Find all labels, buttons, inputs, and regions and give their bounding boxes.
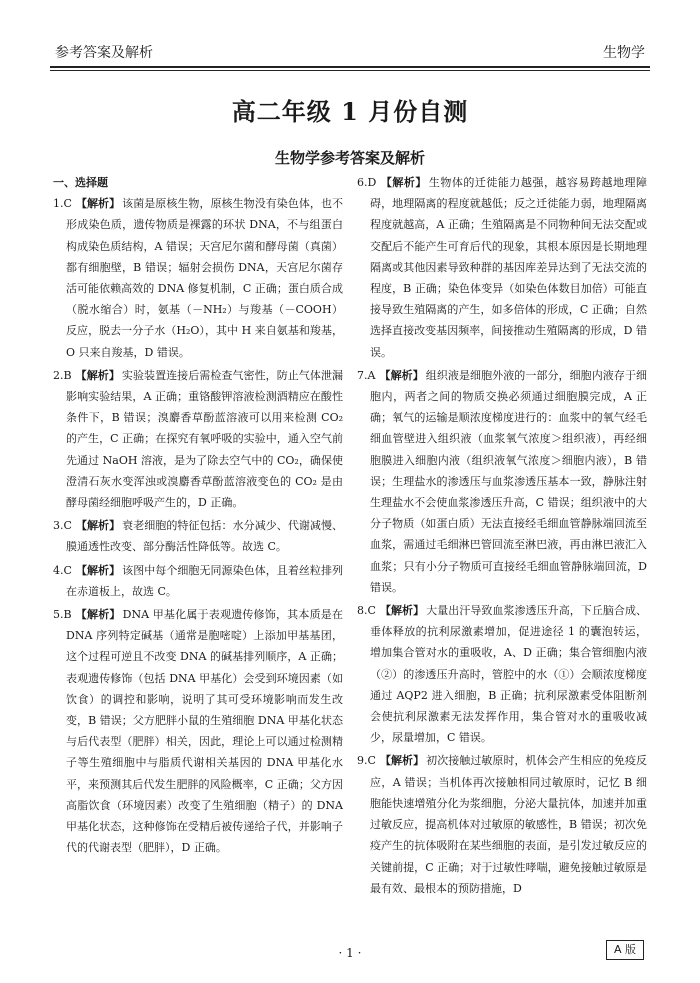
question-2 — [53, 365, 343, 513]
question-explanation: 该图中每个细胞无同源染色体，且着丝粒排列在赤道板上，故选 C。 — [66, 563, 344, 598]
question-7 — [357, 365, 647, 598]
right-column — [357, 172, 647, 901]
question-9 — [357, 750, 647, 898]
question-explanation: 初次接触过敏原时，机体会产生相应的免疫反应，A 错误；当机体再次接触相同过敏原时，记忆 B 细胞能快速增殖分化为浆细胞，分泌大量抗体，加速并加重过敏反应，提高机体对过敏原的敏感性，B 错误；初次免疫产生的抗体吸附在某些细胞的表面，是引发过敏反应的关键前提，C 正确；对于过敏性哮喘，避免接触过敏原是最有效、最根本的预防措施，D — [370, 754, 648, 895]
question-number: 1. — [53, 197, 64, 211]
page-number: · 1 · — [338, 946, 362, 960]
answer-letter: B — [63, 608, 72, 622]
question-explanation: 该菌是原核生物，原核生物没有染色体，也不形成染色质，遗传物质是裸露的环状 DNA，不与组蛋白构成染色质结构，A 错误；天宫尼尔菌和酵母菌（真菌）都有细胞壁，B 错误；辐射会损伤 DNA，天宫尼尔菌存活可能依赖高效的 DNA 修复机制，C 正确；蛋白质合成（脱水缩合）时，氨基（－NH₂）与羧基（－COOH）反应，脱去一分子水（H₂O），其中 H 来自氨基和羧基，O 只来自羧基，D 错误。 — [66, 197, 344, 359]
header-rule-thick — [50, 66, 650, 68]
question-6 — [357, 172, 647, 363]
question-number: 5. — [53, 608, 64, 622]
page-title: 高二年级 1 月份自测 — [231, 97, 469, 126]
page-header — [0, 0, 700, 62]
question-explanation: 大量出汗导致血浆渗透压升高，下丘脑合成、垂体释放的抗利尿激素增加，促进途径 1 的囊泡转运，增加集合管对水的重吸收，A、D 正确；集合管细胞内液（②）的渗透压升高时，管腔中的水（①）会顺浓度梯度通过 AQP2 进入细胞，B 正确；抗利尿激素受体阻断剂会使抗利尿激素无法发挥作用，集合管对水的重吸收减少，尿量增加，C 错误。 — [370, 604, 648, 745]
answer-letter: C — [63, 563, 72, 577]
question-explanation: 实验装置连接后需检查气密性，防止气体泄漏影响实验结果，A 正确；重铬酸钾溶液检测酒精应在酸性条件下，B 错误；溴麝香草酚蓝溶液可以用来检测 CO₂ 的产生，C 正确；在探究有氧呼吸的实验中，通入空气前先通过 NaOH 溶液，是为了除去空气中的 CO₂，确保使澄清石灰水变浑浊或溴麝香草酚蓝溶液变色的 CO₂ 是由酵母菌经细胞呼吸产生的，D 正确。 — [66, 368, 344, 510]
analysis-tag: 【解析】 — [379, 604, 425, 618]
question-number: 4. — [53, 563, 64, 577]
question-5 — [53, 604, 343, 858]
question-number: 3. — [53, 519, 64, 533]
analysis-tag: 【解析】 — [380, 176, 427, 189]
header-subject-label: 生物学 — [603, 45, 645, 61]
page-subtitle: 生物学参考答案及解析 — [274, 149, 425, 167]
answer-letter: C — [63, 519, 72, 533]
question-explanation: DNA 甲基化属于表观遗传修饰，其本质是在 DNA 序列特定碱基（通常是胞嘧啶）上添加甲基基团，这个过程可逆且不改变 DNA 的碱基排列顺序，A 正确；表观遗传修饰（包括 DNA 甲基化）会受到环境因素（如饮食）的调控和影响，说明了其可受环境影响而发生改变，B 错误；父方肥胖小鼠的生殖细胞 DNA 甲基化状态与后代表型（肥胖）相关，因此，理论上可以通过检测精子等生殖细胞中与脂质代谢相关基因的 DNA 甲基化水平，来预测其后代发生肥胖的风险概率，C 正确；父方因高脂饮食（环境因素）改变了生殖细胞（精子）的 DNA 甲基化状态，这种修饰在受精后被传递给子代，并影响子代的代谢表型（肥胖），D 正确。 — [66, 608, 343, 855]
question-number: 2. — [53, 368, 64, 382]
answer-letter: A — [367, 368, 376, 382]
question-number: 7. — [357, 368, 368, 382]
analysis-tag: 【解析】 — [75, 608, 121, 622]
analysis-tag: 【解析】 — [379, 754, 425, 768]
answer-letter: B — [63, 368, 72, 382]
question-1 — [53, 193, 343, 363]
answer-letter: C — [63, 197, 72, 211]
question-8 — [357, 600, 647, 748]
left-column — [53, 172, 343, 861]
question-4 — [53, 560, 343, 602]
analysis-tag: 【解析】 — [75, 519, 121, 533]
header-left-label: 参考答案及解析 — [55, 45, 153, 61]
analysis-tag: 【解析】 — [379, 368, 424, 382]
section-heading: 一、选择题 — [53, 176, 108, 189]
question-number: 8. — [357, 604, 368, 618]
header-rule-thin — [50, 70, 650, 71]
question-number: 6. — [357, 176, 368, 189]
question-explanation: 衰老细胞的特征包括：水分减少、代谢减慢、膜通透性改变、部分酶活性降低等。故选 C。 — [66, 519, 344, 554]
analysis-tag: 【解析】 — [75, 563, 121, 577]
analysis-tag: 【解析】 — [75, 197, 121, 211]
answer-letter: D — [367, 176, 377, 189]
question-explanation: 组织液是细胞外液的一部分，细胞内液存于细胞内，两者之间的物质交换必须通过细胞膜完成，A 正确；氧气的运输是顺浓度梯度进行的：血浆中的氧气经毛细血管壁进入组织液（血浆氧气浓度＞组织液），再经细胞膜进入细胞内液（组织液氧气浓度＞细胞内液），B 错误；生理盐水的渗透压与血浆渗透压基本一致，静脉注射生理盐水不会使血浆渗透压升高，C 错误；组织液中的大分子物质（如蛋白质）无法直接经毛细血管静脉端回流至血浆，需通过毛细淋巴管回流至淋巴液，再由淋巴液汇入血浆；只有小分子物质可直接经毛细血管静脉端回流，D 错误。 — [370, 368, 648, 594]
question-explanation: 生物体的迁徙能力越强，越容易跨越地理障碍，地理隔离的程度就越低；反之迁徙能力弱，地理隔离程度就越高，A 正确；生殖隔离是不同物种间无法交配或交配后不能产生可育后代的现象，其根本原因是长期地理隔离或其他因素导致种群的基因库差异达到了无法交流的程度，B 正确；染色体变异（如染色体数目加倍）可能直接导致生殖隔离的产生，如多倍体的形成，C 正确；自然选择直接改变基因频率，间接推动生殖隔离的形成，D 错误。 — [370, 176, 648, 359]
answer-letter: C — [367, 754, 376, 768]
analysis-tag: 【解析】 — [75, 368, 120, 382]
answer-letter: C — [367, 604, 376, 618]
question-number: 9. — [357, 754, 368, 768]
question-3 — [53, 515, 343, 557]
version-badge: A 版 — [606, 940, 644, 960]
